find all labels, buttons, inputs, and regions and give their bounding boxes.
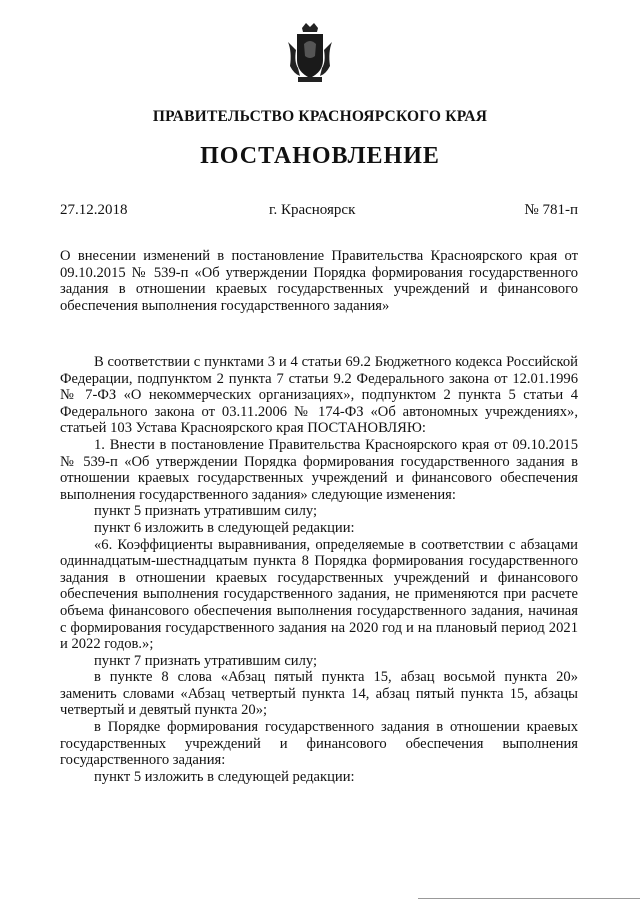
body-paragraph: пункт 6 изложить в следующей редакции: bbox=[94, 519, 355, 536]
body-paragraph: пункт 5 признать утратившим силу; bbox=[94, 503, 318, 520]
document-number: № 781-п bbox=[524, 202, 578, 218]
body-paragraph: В соответствии с пунктами 3 и 4 статьи 69.2 Бюджетного кодекса Российской Федерации, подпунктом 2 пункта 7 статьи 9.2 Федерального закона от 12.01.1996 № 7-ФЗ «О некоммерческих организациях», подпунктом 2 пункта 5 статьи 4 Федерального закона от 03.11.2006 № 174-ФЗ «Об автономных учреждениях», статьей 103 Устава Красноярского края ПОСТАНОВЛЯЮ: bbox=[60, 354, 578, 437]
body-paragraph: в пункте 8 слова «Абзац пятый пункта 15, абзац восьмой пункта 20» заменить словами «Абзац четвертый пункта 14, абзац пятый пункта 15, абзацы четвертый и девятый пункта 20»; bbox=[60, 669, 578, 719]
document-body bbox=[60, 354, 578, 785]
body-paragraph: «6. Коэффициенты выравнивания, определяемые в соответствии с абзацами одиннадцатым-шестнадцатым пункта 8 Порядка формирования государственного задания в отношении краевых государственных учреждений и финансового обеспечения выполнения государственного задания, не применяются при расчете объема финансового обеспечения выполнения государственного задания, начиная с формирования государственного задания на 2020 год и на плановый период 2021 и 2022 годов.»; bbox=[60, 536, 578, 653]
coat-of-arms-icon bbox=[284, 22, 336, 84]
organization-name: ПРАВИТЕЛЬСТВО КРАСНОЯРСКОГО КРАЯ bbox=[152, 108, 488, 125]
body-paragraph: 1. Внести в постановление Правительства Красноярского края от 09.10.2015 № 539-п «Об утверждении Порядка формирования государственного задания в отношении краевых государственных учреждений и финансового обеспечения выполнения государственного задания» следующие изменения: bbox=[60, 436, 578, 503]
page-edge-line bbox=[418, 898, 640, 899]
document-date: 27.12.2018 bbox=[60, 202, 128, 218]
body-paragraph: в Порядке формирования государственного задания в отношении краевых государственных учреждений и финансового обеспечения выполнения государственного задания: bbox=[60, 719, 578, 769]
title-text: О внесении изменений в постановление Правительства Красноярского края от 09.10.2015 № 539-п «Об утверждении Порядка формирования государственного задания в отношении краевых государственных учреждений и финансового обеспечения выполнения государственного задания» bbox=[60, 248, 578, 314]
document-type: ПОСТАНОВЛЕНИЕ bbox=[200, 143, 440, 169]
document-title bbox=[60, 248, 578, 314]
body-paragraph: пункт 5 изложить в следующей редакции: bbox=[94, 768, 355, 785]
document-city: г. Красноярск bbox=[269, 202, 356, 218]
body-paragraph: пункт 7 признать утратившим силу; bbox=[94, 652, 318, 669]
